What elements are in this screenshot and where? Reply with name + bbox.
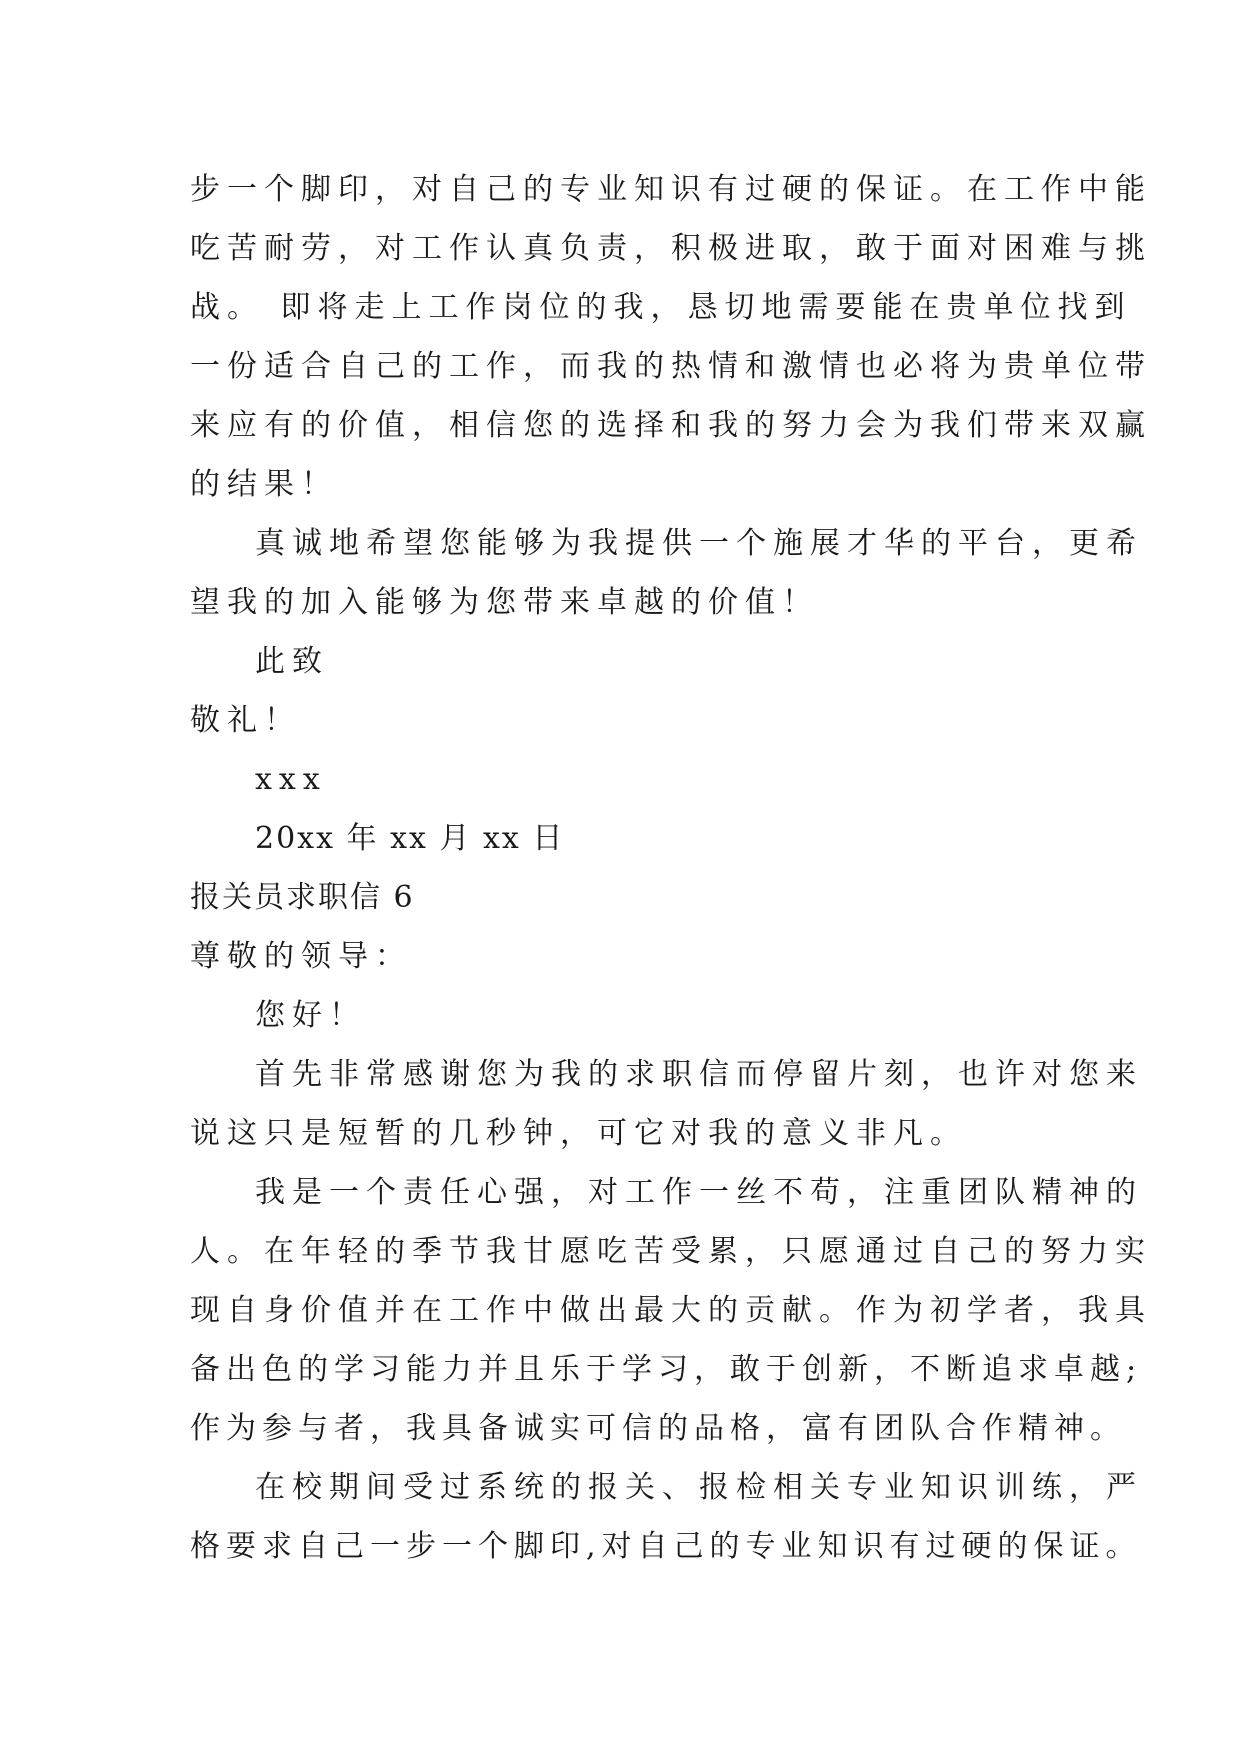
paragraph-line: 人。在年轻的季节我甘愿吃苦受累，只愿通过自己的努力实 <box>190 1234 1152 1269</box>
paragraph-line: 真诚地希望您能够为我提供一个施展才华的平台，更希 <box>255 526 1143 561</box>
signature-date: 20xx 年 xx 月 xx 日 <box>255 821 565 856</box>
paragraph-line: 格要求自己一步一个脚印,对自己的专业知识有过硬的保证。 <box>190 1529 1142 1564</box>
paragraph-line: 步一个脚印，对自己的专业知识有过硬的保证。在工作中能 <box>190 172 1152 207</box>
section-title: 报关员求职信 6 <box>190 880 415 915</box>
paragraph-line: 现自身价值并在工作中做出最大的贡献。作为初学者，我具 <box>190 1293 1152 1328</box>
paragraph-line: 我是一个责任心强，对工作一丝不苟，注重团队精神的 <box>255 1175 1143 1210</box>
closing-salutation: 此致 <box>255 644 329 679</box>
paragraph-line: 望我的加入能够为您带来卓越的价值！ <box>190 585 819 620</box>
paragraph-line: 吃苦耐劳，对工作认真负责，积极进取，敢于面对困难与挑 <box>190 231 1152 266</box>
paragraph-line: 战。 即将走上工作岗位的我，恳切地需要能在贵单位找到 <box>190 290 1132 325</box>
signature-name: xxx <box>255 762 327 797</box>
paragraph-line: 作为参与者，我具备诚实可信的品格，富有团队合作精神。 <box>190 1411 1126 1446</box>
letter-hello: 您好！ <box>255 998 366 1033</box>
paragraph-line: 来应有的价值，相信您的选择和我的努力会为我们带来双赢 <box>190 408 1152 443</box>
document-page <box>190 160 1152 1576</box>
paragraph-line: 说这只是短暂的几秒钟，可它对我的意义非凡。 <box>190 1116 967 1151</box>
paragraph-line: 的结果！ <box>190 467 338 502</box>
letter-greeting: 尊敬的领导： <box>190 939 412 974</box>
paragraph-line: 一份适合自己的工作，而我的热情和激情也必将为贵单位带 <box>190 349 1152 384</box>
paragraph-line: 备出色的学习能力并且乐于学习，敢于创新，不断追求卓越; <box>190 1352 1143 1387</box>
paragraph-line: 在校期间受过系统的报关、报检相关专业知识训练，严 <box>255 1470 1143 1505</box>
closing-regards: 敬礼！ <box>190 703 301 738</box>
paragraph-line: 首先非常感谢您为我的求职信而停留片刻，也许对您来 <box>255 1057 1143 1092</box>
